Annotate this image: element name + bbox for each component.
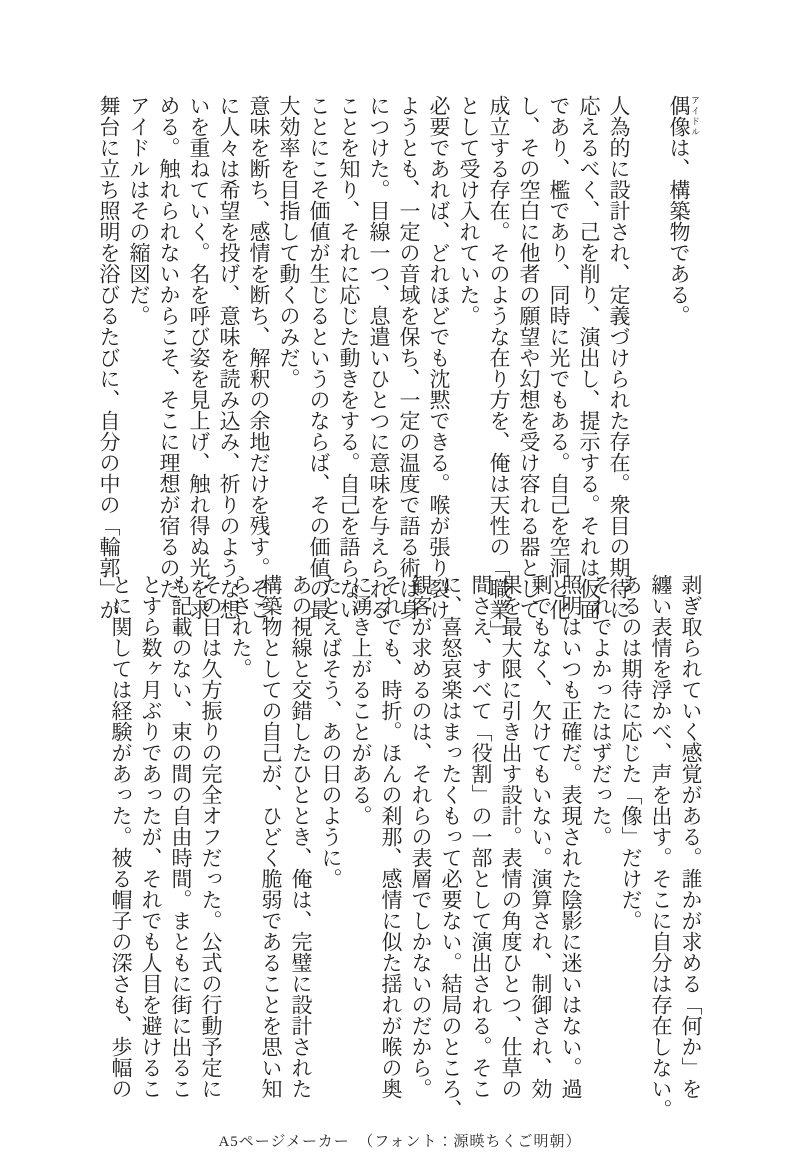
text-line: につけた。目線一つ、息遣いひとつに意味を与えられる [367,95,391,620]
text-line: らされた。 [229,574,253,679]
text-line: 纏い表情を浮かべ、声を出す。そこに自分は存在しない。 [649,574,673,1120]
text-line [634,95,664,573]
text-line: 構築物としての自己が、ひどく脆弱であることを思い知 [259,574,283,1099]
ruby-annotated-word: 偶像 アイドル [667,95,700,137]
text-line: であり、檻であり、同時に光でもある。自己を空洞と化 [547,95,571,620]
text-line: も記載のない、束の間の自由時間。まともに街に出るこ [169,574,193,1099]
text-line: とすら数ヶ月ぶりであったが、それでも人目を避けるこ [139,574,163,1099]
text-line: 剥ぎ取られていく感覚がある。誰かが求める「何か」を [679,574,703,1099]
text-line: 成立する存在。そのような在り方を、俺は天性の「職業」 [487,95,511,641]
text-line: 観客が求めるのは、それらの表層でしかないのだから。 [409,574,433,1099]
text-line: 人為的に設計され、定義づけられた存在。衆目の期待に [607,95,631,620]
text-line: ことを知り、それに応じた動きをする。自己を語らない [337,95,361,620]
text-line: 果を最大限に引き出す設計。表情の角度ひとつ、仕草の [499,574,523,1099]
text-line: 剰でもなく、欠けてもいない。演算され、制御され、効 [529,574,553,1099]
text-line: あの視線と交錯したひととき、俺は、完璧に設計された [289,574,313,1099]
text-line: 応えるべく、己を削り、演出し、提示する。それは仮面 [577,95,601,620]
text-line: それでも、時折。ほんの刹那、感情に似た揺れが喉の奥 [379,574,403,1099]
text-line: 照明はいつも正確だ。表現された陰影に迷いはない。過 [559,574,583,1099]
text-line: 間さえ、すべて「役割」の一部として演出される。そこ [469,574,493,1099]
text-line: として受け入れていた。 [457,95,481,326]
text-line: ようとも、一定の音域を保ち、一定の温度で語る術は身 [397,95,421,620]
text-line: アイドルはその縮図だ。 [127,95,151,326]
text-line: いを重ねていく。名を呼び姿を見上げ、触れ得ぬ光を求 [187,95,211,620]
text-line: める。触れられないからこそ、そこに理想が宿るのだ。 [157,95,181,620]
text-line: 大効率を目指して動くのみだ。 [277,95,301,389]
text-line: 舞台に立ち照明を浴びるたびに、自分の中の「輪郭」が [97,95,121,620]
text-line: たとえばそう、あの日のように。 [319,574,343,889]
text-line: 必要であれば、どれほどでも沈黙できる。喉が張り裂け [427,95,451,620]
text-line: それでよかったはずだった。 [589,574,613,847]
text-line: 意味を断ち、感情を断ち、解釈の余地だけを残す。そこ [247,95,271,620]
text-line: あるのは期待に応じた「像」だけだ。 [619,574,643,931]
ruby-text: アイドル [690,95,700,137]
text-line: ことにこそ価値が生じるというのならば、その価値の最 [307,95,331,620]
text-line: に湧き上がることがある。 [349,574,373,826]
text-line: とに関しては経験があった。被る帽子の深さも、歩幅の [109,574,133,1099]
text-line: し、その空白に他者の願望や幻想を受け容れる器として [517,95,541,620]
text-line: 偶像 アイドルは、構築物である。 [667,95,700,326]
text-line: に、喜怒哀楽はまったくもって必要ない。結局のところ、 [439,574,463,1120]
lower-text-block [106,574,706,1120]
footer-caption: A5ページメーカー （フォント：源暎ちくご明朝） [218,1134,582,1150]
text-line: に人々は希望を投げ、意味を読み込み、祈りのような想 [217,95,241,620]
text-line: その日は久方振りの完全オフだった。公式の行動予定に [199,574,223,1099]
